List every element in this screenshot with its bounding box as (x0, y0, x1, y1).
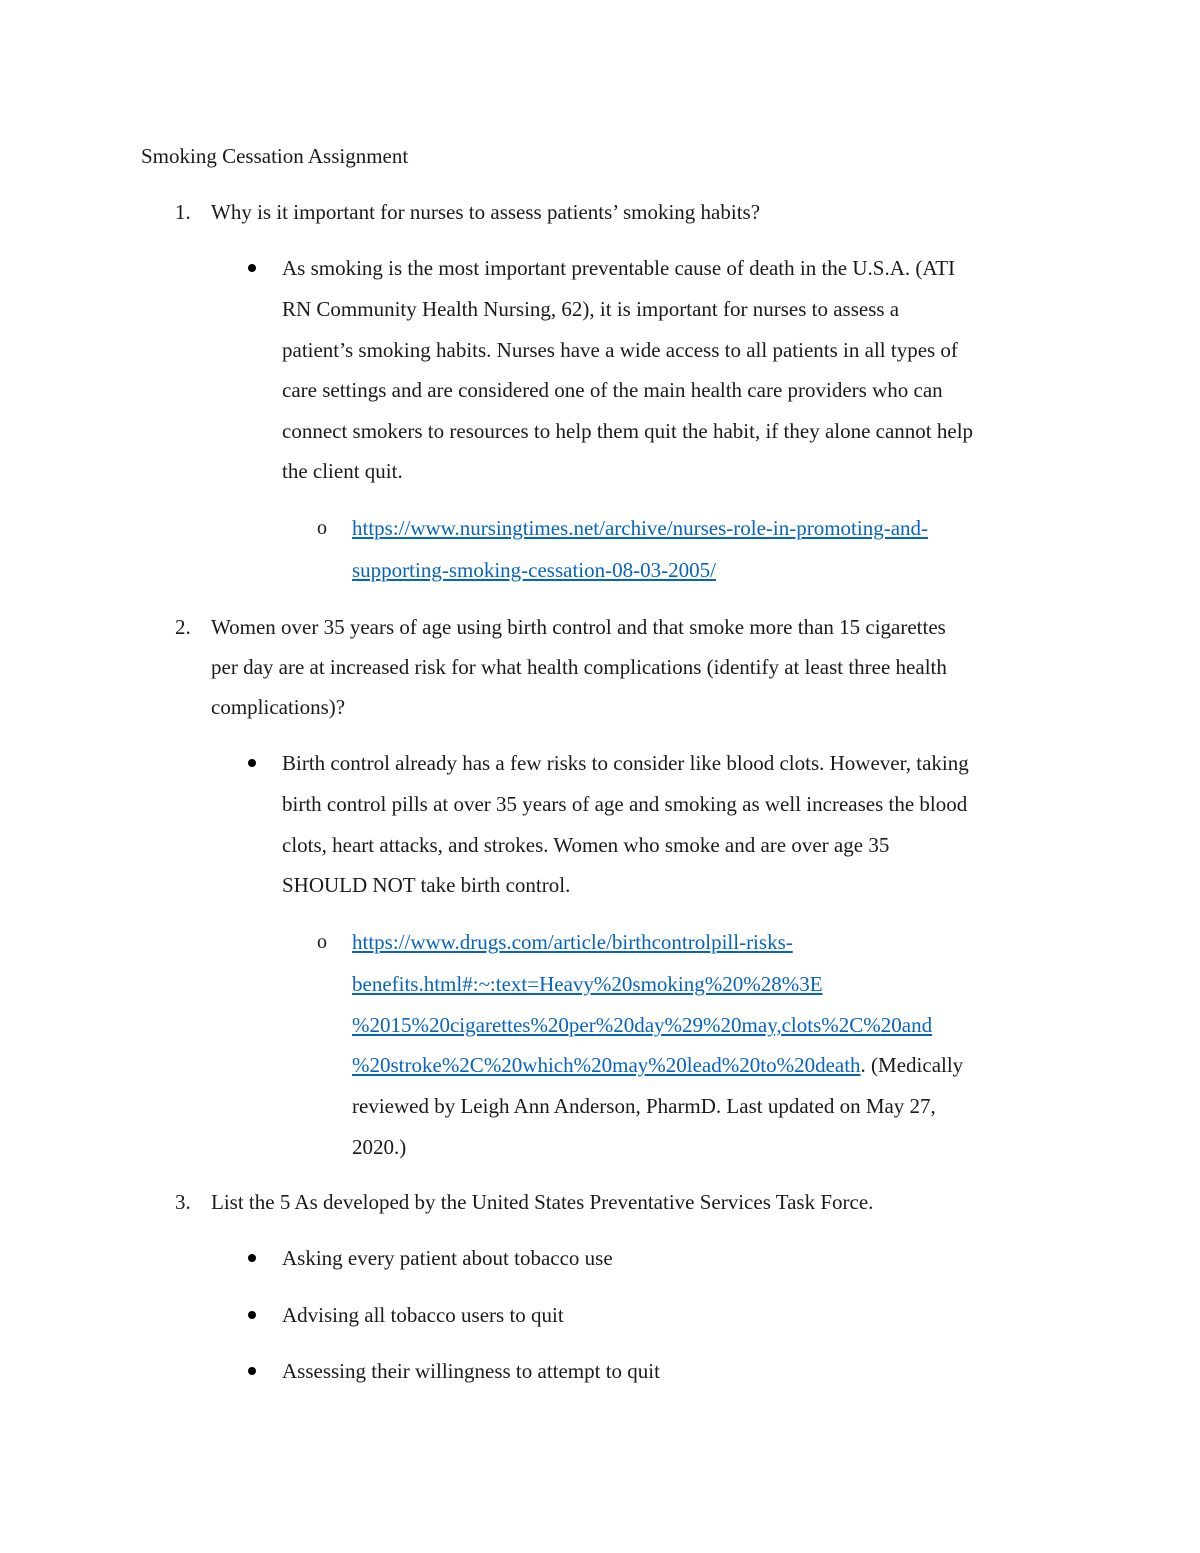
bullet-icon (248, 759, 256, 767)
question-3-number: 3. (175, 1190, 191, 1214)
source-link-2[interactable] (352, 1012, 932, 1038)
bullet-icon (248, 264, 256, 272)
source-note-line: 2020.) (352, 1135, 407, 1159)
answer-1-line: As smoking is the most important preventable cause of death in the U.S.A. (ATI (282, 256, 956, 280)
answer-1-line: patient’s smoking habits. Nurses have a wide access to all patients in all types of (282, 338, 958, 362)
answer-1-line: connect smokers to resources to help them quit the habit, if they alone cannot help (282, 419, 974, 443)
source-link-1[interactable] (352, 557, 716, 583)
source-link-2[interactable] (352, 971, 823, 997)
bullet-icon (248, 1254, 256, 1262)
source-note-inline: . (Medically (860, 1053, 964, 1077)
source-link-1-line[interactable]: https://www.nursingtimes.net/archive/nurses-role-in-promoting-and- (352, 516, 929, 540)
source-link-2-line[interactable]: %2015%20cigarettes%20per%20day%29%20may,clots%2C%20and (352, 1013, 933, 1037)
question-3-text: List the 5 As developed by the United States Preventative Services Task Force. (211, 1190, 874, 1214)
bullet-icon (248, 1311, 256, 1319)
source-link-2[interactable] (352, 929, 793, 955)
answer-2-line: SHOULD NOT take birth control. (282, 873, 571, 897)
sub-bullet-icon: o (317, 931, 327, 953)
bullet-icon (248, 1367, 256, 1375)
question-2-text: per day are at increased risk for what health complications (identify at least three health (211, 655, 947, 679)
list-item: Assessing their willingness to attempt to quit (282, 1359, 660, 1383)
answer-2-line: birth control pills at over 35 years of age and smoking as well increases the blood (282, 792, 968, 816)
answer-1-line: care settings and are considered one of the main health care providers who can (282, 378, 943, 402)
document-title: Smoking Cessation Assignment (141, 144, 409, 168)
source-note-line: reviewed by Leigh Ann Anderson, PharmD. Last updated on May 27, (352, 1094, 936, 1118)
source-link-2-line[interactable]: %20stroke%2C%20which%20may%20lead%20to%20death (352, 1053, 861, 1077)
answer-2-line: clots, heart attacks, and strokes. Women who smoke and are over age 35 (282, 833, 890, 857)
source-link-2-line[interactable]: https://www.drugs.com/article/birthcontrolpill-risks- (352, 930, 793, 954)
source-link-2[interactable] (352, 1052, 963, 1078)
question-2-number: 2. (175, 615, 191, 639)
question-2-text: complications)? (211, 695, 346, 719)
answer-2-line: Birth control already has a few risks to consider like blood clots. However, taking (282, 751, 969, 775)
source-link-1[interactable] (352, 515, 928, 541)
question-1-number: 1. (175, 200, 191, 224)
source-link-2-line[interactable]: benefits.html#:~:text=Heavy%20smoking%20%28%3E (352, 972, 823, 996)
source-link-1-line[interactable]: supporting-smoking-cessation-08-03-2005/ (352, 558, 716, 582)
sub-bullet-icon: o (317, 517, 327, 539)
question-2-text: Women over 35 years of age using birth control and that smoke more than 15 cigarettes (211, 615, 946, 639)
answer-1-line: the client quit. (282, 459, 403, 483)
question-1-text: Why is it important for nurses to assess patients’ smoking habits? (211, 200, 761, 224)
list-item: Asking every patient about tobacco use (282, 1246, 613, 1270)
list-item: Advising all tobacco users to quit (282, 1303, 564, 1327)
answer-1-line: RN Community Health Nursing, 62), it is important for nurses to assess a (282, 297, 900, 321)
